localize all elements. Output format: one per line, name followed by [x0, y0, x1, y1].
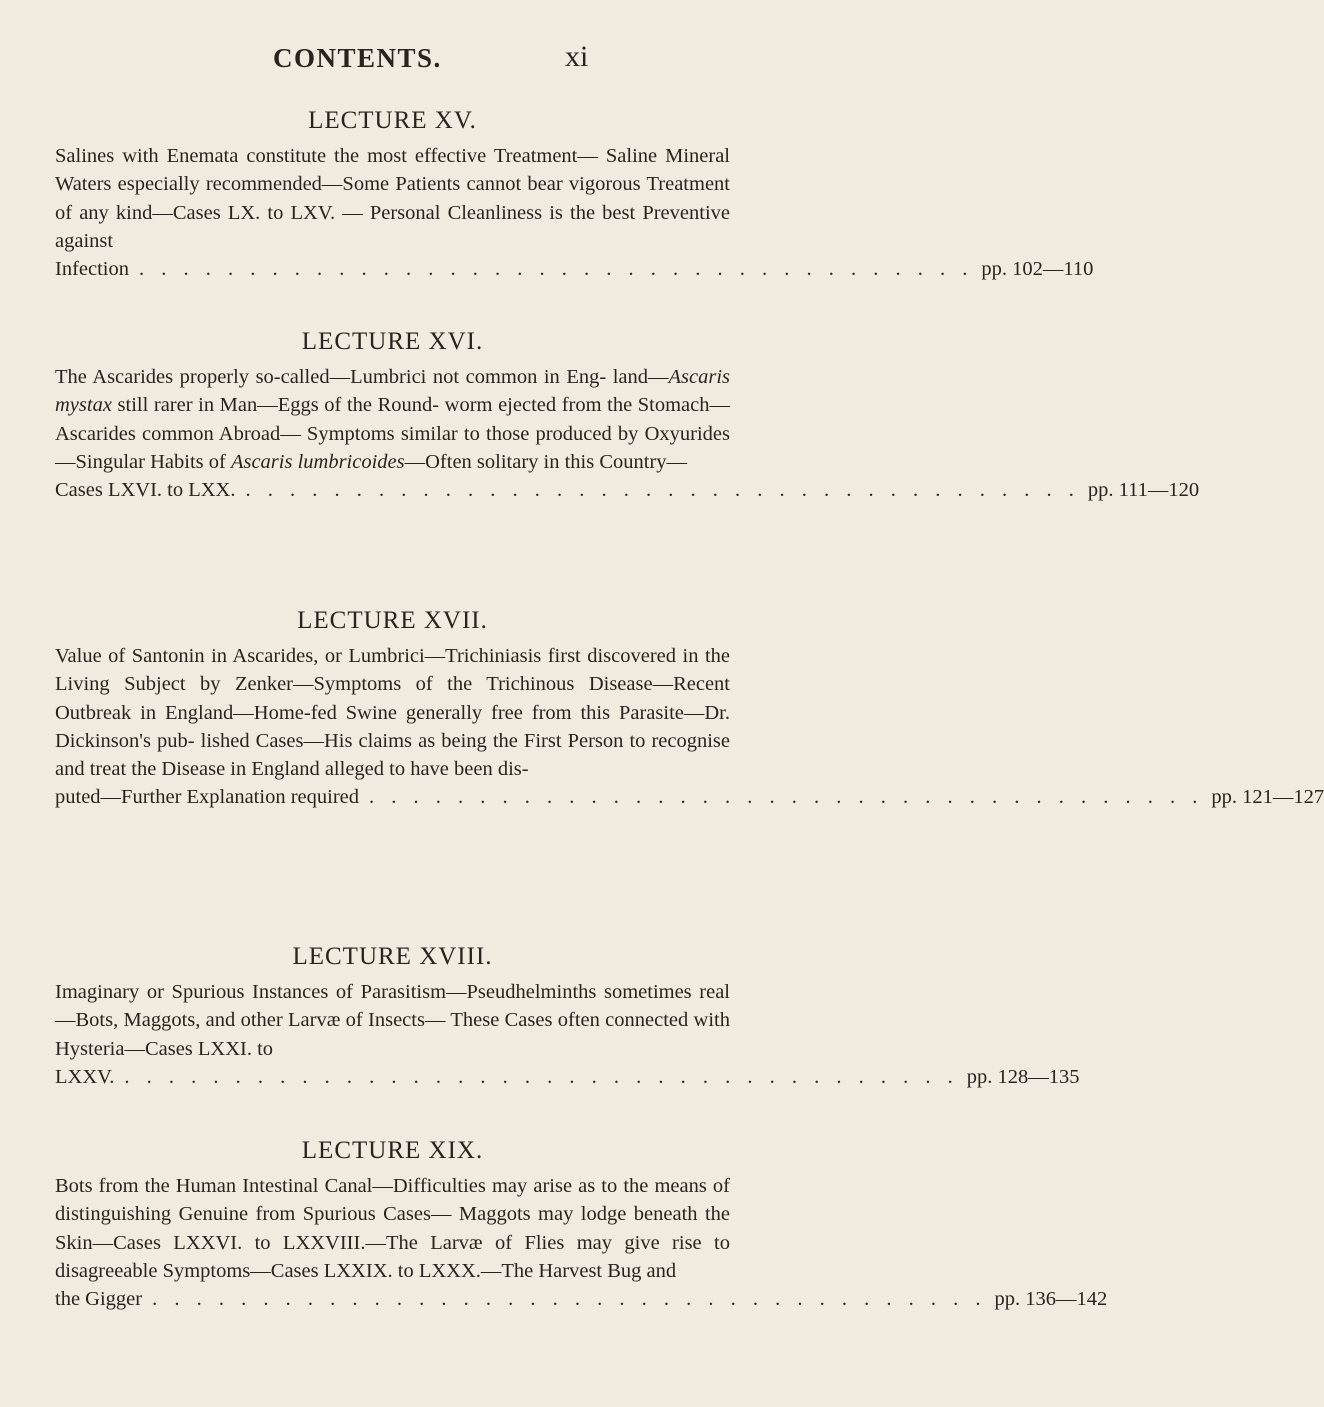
lecture-xv	[55, 106, 1094, 283]
page-reference-line	[55, 1285, 1108, 1313]
lecture-summary	[55, 1172, 730, 1285]
summary-text: Value of Santonin in Ascarides, or Lumbrici—Trichiniasis first discovered in the Living Subject by Zenker—Symptoms of the Trichinous Disease—Recent Outbreak in England—Home-fed Swine generally free from this Parasite—Dr. Dickinson's pub- lished Cases—His claims as being the First Person to recognise and treat the Disease in England alleged to have been dis-	[55, 645, 730, 781]
page-reference-line	[55, 783, 1324, 811]
summary-text: still rarer in Man—Eggs of the Round- worm ejected from the Stomach—Ascarides common Abroad— Symptoms similar to those produced by Oxyurides—Singular Habits of	[55, 394, 730, 473]
lecture-summary	[55, 642, 730, 783]
lecture-xvi	[55, 327, 1200, 504]
running-head	[0, 40, 800, 83]
lecture-xix	[55, 1136, 1108, 1313]
lecture-summary	[55, 978, 730, 1063]
lecture-summary	[55, 142, 730, 255]
lecture-heading: LECTURE XVIII.	[292, 943, 493, 970]
page-range: pp. 128—135	[966, 1065, 1080, 1088]
page-reference-line	[55, 1063, 1080, 1091]
page-range: pp. 136—142	[994, 1288, 1108, 1311]
species-name: Ascaris lumbricoides	[230, 450, 405, 473]
leader-dots: . . . . . . . . . . . . . . . . . . . . . . . . . . . . . . . . . . . . . .	[245, 479, 1080, 502]
lecture-heading: LECTURE XIX.	[301, 1137, 484, 1164]
page-range: pp. 121—127	[1211, 786, 1324, 809]
lecture-heading: LECTURE XV.	[308, 107, 477, 134]
summary-last-line: Infection	[55, 258, 129, 281]
lecture-heading: LECTURE XVII.	[297, 607, 488, 634]
leader-dots: . . . . . . . . . . . . . . . . . . . . . . . . . . . . . . . . . . . . . .	[369, 786, 1204, 809]
page-reference-line	[55, 255, 1094, 283]
summary-last-line: Cases LXVI. to LXX.	[55, 479, 236, 502]
lecture-xvii	[55, 606, 1324, 812]
summary-text: Bots from the Human Intestinal Canal—Difficulties may arise as to the means of distinguishing Genuine from Spurious Cases— Maggots may lodge beneath the Skin—Cases LXXVI. to LXXVIII.—The Larvæ of Flies may give rise to disagreeable Symptoms—Cases LXXIX. to LXXX.—The Harvest Bug and	[55, 1175, 730, 1282]
summary-text: —Often solitary in this Country—	[404, 450, 688, 473]
page-reference-line	[55, 476, 1200, 504]
page-number: xi	[565, 40, 589, 73]
summary-last-line: the Gigger	[55, 1288, 143, 1311]
leader-dots: . . . . . . . . . . . . . . . . . . . . . . . . . . . . . . . . . . . . . .	[152, 1288, 987, 1311]
page-range: pp. 111—120	[1087, 479, 1200, 502]
summary-text: The Ascarides properly so-called—Lumbrici not common in Eng- land—	[55, 366, 669, 388]
summary-last-line: puted—Further Explanation required	[55, 786, 359, 809]
leader-dots: . . . . . . . . . . . . . . . . . . . . . . . . . . . . . . . . . . . . . .	[124, 1065, 959, 1088]
running-title: CONTENTS.	[273, 43, 442, 73]
summary-text: Salines with Enemata constitute the most effective Treatment— Saline Mineral Waters especially recommended—Some Patients cannot bear vigorous Treatment of any kind—Cases LX. to LXV. — Personal Cleanliness is the best Preventive against	[55, 145, 730, 252]
lecture-summary	[55, 363, 730, 476]
leader-dots: . . . . . . . . . . . . . . . . . . . . . . . . . . . . . . . . . . . . . .	[139, 258, 974, 281]
summary-last-line: LXXV.	[55, 1065, 115, 1088]
summary-text: Imaginary or Spurious Instances of Parasitism—Pseudhelminths sometimes real—Bots, Maggots, and other Larvæ of Insects— These Cases often connected with Hysteria—Cases LXXI. to	[55, 981, 730, 1060]
page-range: pp. 102—110	[981, 258, 1094, 281]
species-name: Ascaris mystax	[55, 366, 730, 417]
lecture-heading: LECTURE XVI.	[301, 328, 484, 355]
lecture-xviii	[55, 942, 1080, 1091]
